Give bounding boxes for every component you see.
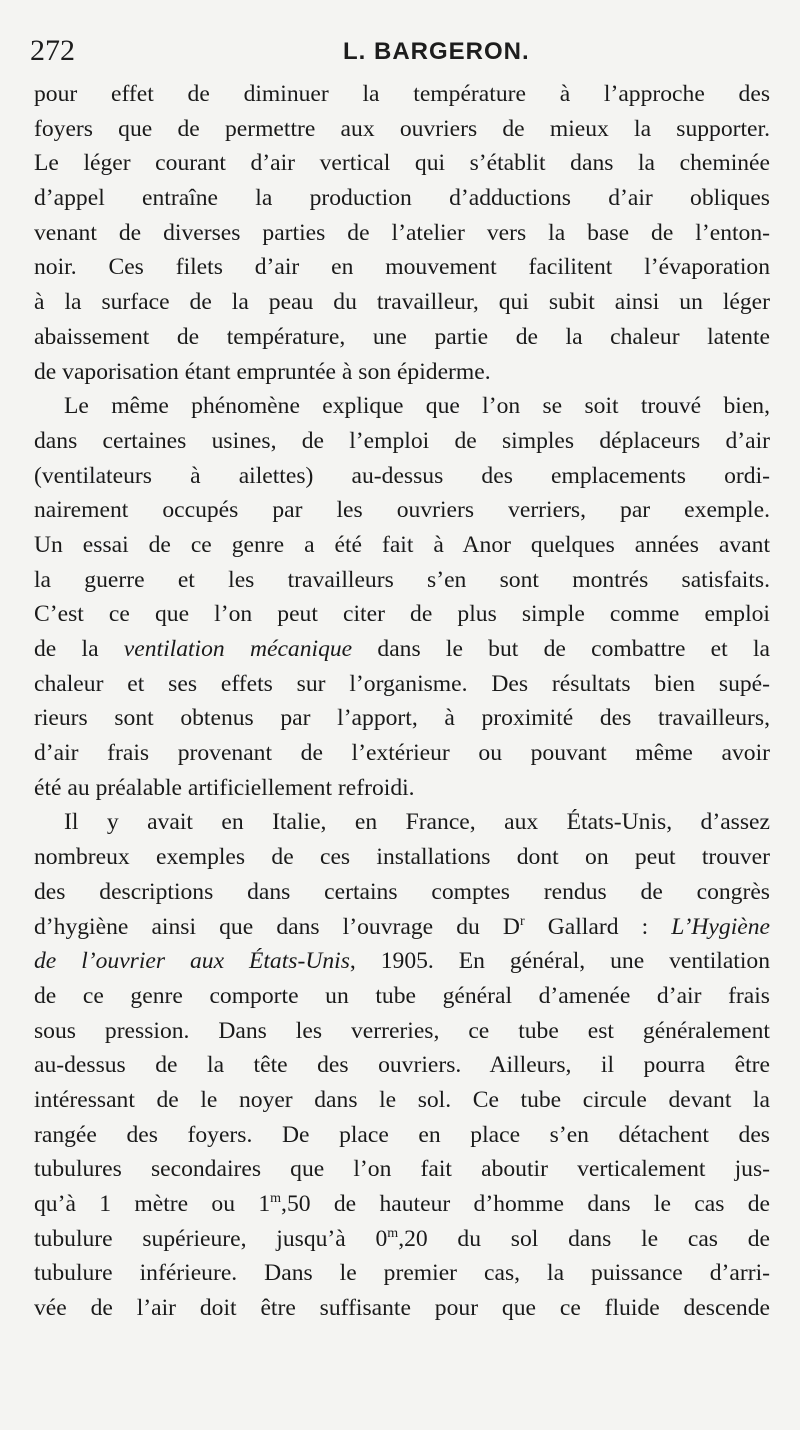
- text-segment: qu’à 1 mètre ou 1: [34, 1191, 271, 1217]
- text-line: [34, 910, 770, 945]
- text-line: Le léger courant d’air vertical qui s’établit dans la cheminée: [34, 150, 770, 177]
- text-line: C’est ce que l’on peut citer de plus simple comme emploi: [34, 601, 770, 628]
- text-line: (ventilateurs à ailettes) au-dessus des emplacements ordi-: [34, 462, 770, 489]
- text-line: à la surface de la peau du travailleur, qui subit ainsi un léger: [34, 289, 770, 316]
- text-line: [34, 1187, 770, 1222]
- text-line: chaleur et ses effets sur l’organisme. Des résultats bien supé-: [34, 670, 770, 697]
- text-segment: tubulure supérieure, jusqu’à 0: [34, 1225, 388, 1252]
- text-line: d’appel entraîne la production d’adductions d’air obliques: [34, 185, 770, 212]
- text-line: d’air frais provenant de l’extérieur ou pouvant même avoir: [34, 740, 770, 767]
- text-segment: de la: [34, 636, 124, 662]
- superscript: m: [270, 1191, 282, 1206]
- emphasis-text: L’Hygiène: [671, 913, 770, 940]
- text-line: intéressant de le noyer dans le sol. Ce tube circule devant la: [34, 1086, 770, 1113]
- text-segment: d’hygiène ainsi que dans l’ouvrage du D: [34, 913, 520, 940]
- text-line: la guerre et les travailleurs s’en sont montrés satisfaits.: [34, 566, 770, 593]
- text-line: [34, 1222, 770, 1257]
- text-segment: dans le but de combattre et la: [352, 636, 770, 662]
- page-header: [30, 34, 770, 70]
- text-line: vée de l’air doit être suffisante pour que ce fluide descende: [34, 1295, 770, 1322]
- text-line: pour effet de diminuer la température à l’approche des: [34, 81, 770, 107]
- text-line: été au préalable artificiellement refroidi.: [34, 774, 415, 801]
- emphasis-text: de l’ouvrier aux États-Unis: [34, 948, 350, 975]
- page-number: 272: [30, 34, 75, 67]
- running-head: L. BARGERON.: [343, 38, 530, 65]
- text-line: [34, 944, 770, 979]
- text-line: nombreux exemples de ces installations dont on peut trouver: [34, 844, 770, 871]
- superscript: r: [519, 913, 525, 929]
- superscript: m: [387, 1225, 399, 1241]
- text-segment: , 1905. En général, une ventilation: [349, 948, 770, 975]
- text-line: venant de diverses parties de l’atelier vers la base de l’enton-: [34, 219, 770, 246]
- text-segment: ,20 du sol dans le cas de: [398, 1225, 770, 1252]
- text-line: abaissement de température, une partie de la chaleur latente: [34, 323, 770, 350]
- text-line: au-dessus de la tête des ouvriers. Ailleurs, il pourra être: [34, 1052, 770, 1079]
- text-segment: ,50 de hauteur d’homme dans le cas de: [281, 1191, 770, 1217]
- text-line: tubulure inférieure. Dans le premier cas, la puissance d’arri-: [34, 1260, 770, 1287]
- text-line: noir. Ces filets d’air en mouvement facilitent l’évaporation: [34, 254, 770, 281]
- text-line: rangée des foyers. De place en place s’en détachent des: [34, 1121, 770, 1148]
- text-line: de ce genre comporte un tube général d’amenée d’air frais: [34, 982, 770, 1009]
- text-line: Un essai de ce genre a été fait à Anor quelques années avant: [34, 531, 770, 558]
- text-line: nairement occupés par les ouvriers verriers, par exemple.: [34, 497, 770, 524]
- text-line: [34, 632, 770, 667]
- text-line: Le même phénomène explique que l’on se soit trouvé bien,: [64, 393, 770, 420]
- text-line: tubulures secondaires que l’on fait aboutir verticalement jus-: [34, 1156, 770, 1183]
- text-line: sous pression. Dans les verreries, ce tube est généralement: [34, 1017, 770, 1044]
- text-segment: Gallard :: [524, 913, 672, 940]
- text-line: dans certaines usines, de l’emploi de simples déplaceurs d’air: [34, 427, 770, 454]
- text-line: de vaporisation étant empruntée à son épiderme.: [34, 358, 491, 385]
- text-line: Il y avait en Italie, en France, aux États-Unis, d’assez: [64, 809, 770, 836]
- body-text: [34, 77, 770, 1326]
- text-line: des descriptions dans certains comptes rendus de congrès: [34, 878, 770, 905]
- emphasis-text: ventilation mécanique: [123, 636, 353, 662]
- text-line: foyers que de permettre aux ouvriers de mieux la supporter.: [34, 115, 770, 142]
- text-line: rieurs sont obtenus par l’apport, à proximité des travailleurs,: [34, 705, 770, 732]
